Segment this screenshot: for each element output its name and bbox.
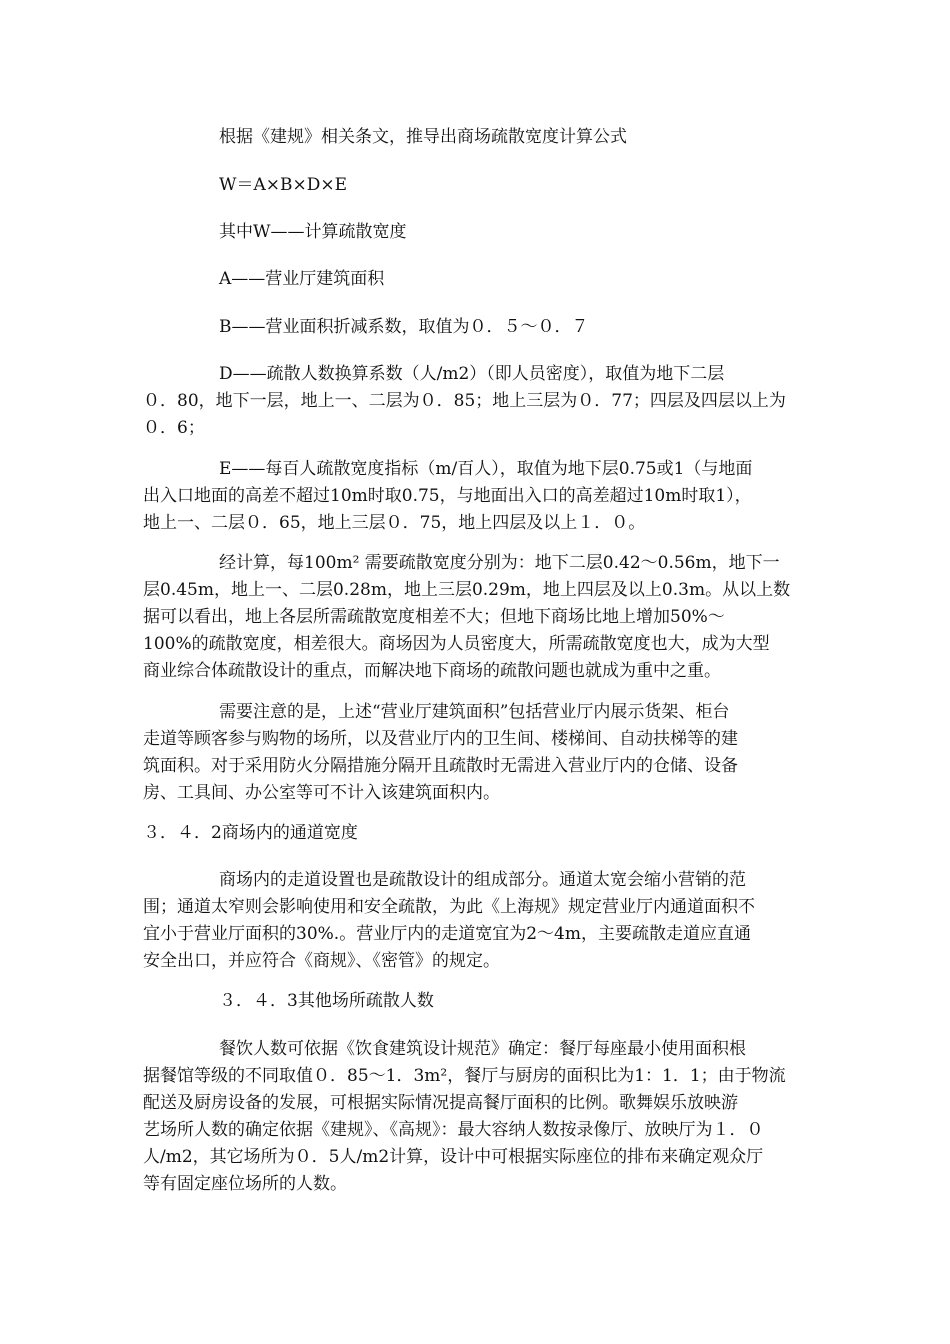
text-line: 人/m2，其它场所为０．5人/m2计算，设计中可根据实际座位的排布来确定观众厅 xyxy=(143,1147,764,1167)
text-line: 餐饮人数可依据《饮食建筑设计规范》确定：餐厅每座最小使用面积根 xyxy=(219,1039,746,1059)
text-line: 配送及厨房设备的发展，可根据实际情况提高餐厅面积的比例。歌舞娱乐放映游 xyxy=(143,1093,738,1113)
paragraph-definition-a xyxy=(143,266,887,293)
text-line: 商业综合体疏散设计的重点，而解决地下商场的疏散问题也就成为重中之重。 xyxy=(143,661,721,681)
text-line: ３．４．2商场内的通道宽度 xyxy=(143,823,358,843)
text-line: 宜小于营业厅面积的30%.。营业厅内的走道宽宜为2～4m，主要疏散走道应直通 xyxy=(143,924,751,944)
paragraph-definition-e xyxy=(143,456,811,537)
text-line: 100%的疏散宽度，相差很大。商场因为人员密度大，所需疏散宽度也大，成为大型 xyxy=(143,634,770,654)
paragraph-corridor-width xyxy=(143,867,811,975)
text-line: 走道等顾客参与购物的场所，以及营业厅内的卫生间、楼梯间、自动扶梯等的建 xyxy=(143,729,738,749)
text-line: B——营业面积折减系数，取值为０．５～０．７ xyxy=(219,317,589,337)
text-line: 等有固定座位场所的人数。 xyxy=(143,1174,347,1194)
paragraph-calculation-result xyxy=(143,550,811,685)
text-line: 据餐馆等级的不同取值０．85～1．3m²，餐厅与厨房的面积比为1：1．1；由于物流 xyxy=(143,1066,786,1086)
paragraph-definition-d xyxy=(143,361,811,442)
text-line: A——营业厅建筑面积 xyxy=(219,269,385,289)
text-line: ３．４．3其他场所疏散人数 xyxy=(219,991,434,1011)
text-line: 根据《建规》相关条文，推导出商场疏散宽度计算公式 xyxy=(219,127,627,147)
paragraph-definition-b xyxy=(143,314,887,341)
text-line: 层0.45m，地上一、二层0.28m，地上三层0.29m，地上四层及以上0.3m。从以上数 xyxy=(143,580,791,600)
text-line: 围；通道太窄则会影响使用和安全疏散，为此《上海规》规定营业厅内通道面积不 xyxy=(143,897,755,917)
paragraph-area-note xyxy=(143,699,811,807)
text-line: 地上一、二层０．65，地上三层０．75，地上四层及以上１．０。 xyxy=(143,513,646,533)
text-line: ０．80，地下一层，地上一、二层为０．85；地上三层为０．77；四层及四层以上为 xyxy=(143,391,786,411)
text-line: 安全出口，并应符合《商规》、《密管》的规定。 xyxy=(143,951,500,971)
paragraph-definition-w xyxy=(143,219,887,246)
text-line: D——疏散人数换算系数（人/m2）（即人员密度），取值为地下二层 xyxy=(219,364,725,384)
text-line: 需要注意的是，上述“营业厅建筑面积”包括营业厅内展示货架、柜台 xyxy=(219,702,730,722)
paragraph-formula-intro xyxy=(143,124,887,151)
text-line: 房、工具间、办公室等可不计入该建筑面积内。 xyxy=(143,783,500,803)
section-heading-3-4-2 xyxy=(143,820,811,847)
text-line: 筑面积。对于采用防火分隔措施分隔开且疏散时无需进入营业厅内的仓储、设备 xyxy=(143,756,738,776)
text-line: E——每百人疏散宽度指标（m/百人），取值为地下层0.75或1（与地面 xyxy=(219,459,753,479)
paragraph-formula xyxy=(143,172,887,199)
text-line: 据可以看出，地上各层所需疏散宽度相差不大；但地下商场比地上增加50%～ xyxy=(143,607,725,627)
text-line: 艺场所人数的确定依据《建规》、《高规》：最大容纳人数按录像厅、放映厅为１．０ xyxy=(143,1120,764,1140)
text-line: 其中W——计算疏散宽度 xyxy=(219,222,407,242)
text-line: ０．6； xyxy=(143,418,205,438)
paragraph-other-occupancy xyxy=(143,1036,811,1198)
text-line: W＝A×B×D×E xyxy=(219,175,348,195)
text-line: 经计算，每100m² 需要疏散宽度分别为：地下二层0.42～0.56m，地下一 xyxy=(219,553,780,573)
text-line: 出入口地面的高差不超过10m时取0.75，与地面出入口的高差超过10m时取1）， xyxy=(143,486,752,506)
section-heading-3-4-3 xyxy=(143,988,887,1015)
text-line: 商场内的走道设置也是疏散设计的组成部分。通道太宽会缩小营销的范 xyxy=(219,870,746,890)
